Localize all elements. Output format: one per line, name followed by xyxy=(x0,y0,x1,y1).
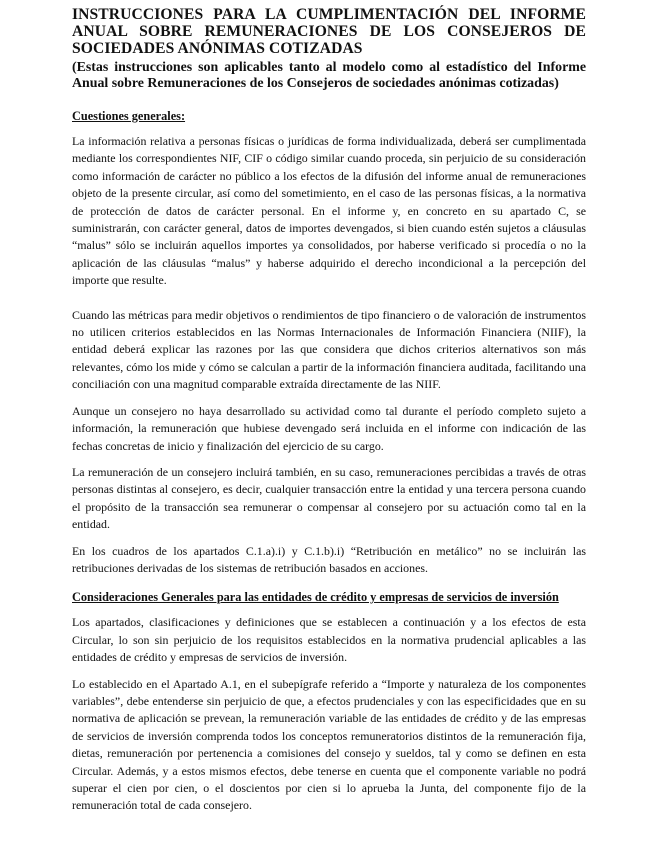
section-heading-general-questions: Cuestiones generales: xyxy=(72,109,186,123)
paragraph-cash-retribution: En los cuadros de los apartados C.1.a).i) y C.1.b).i) “Retribución en metálico” no se incluirán las retribuciones derivadas de los sistemas de retribución basados en acciones. xyxy=(72,543,586,575)
document-subtitle: (Estas instrucciones son aplicables tanto al modelo como al estadístico del Informe Anual sobre Remuneraciones de los Consejeros de sociedades anónimas cotizadas) xyxy=(72,60,586,91)
section-general-questions xyxy=(72,109,586,577)
paragraph-financial-metrics: Cuando las métricas para medir objetivos o rendimientos de tipo financiero o de valoración de instrumentos no utilicen criterios establecidos en las Normas Internacionales de Información Financiera (NIIF), la entidad deberá explicar las razones por las que considera que dichos criterios alternativos son más relevantes, cómo los mide y cómo se calculan a partir de la información financiera auditada, facilitando una conciliación con una magnitud comparable extraída directamente de las NIIF. xyxy=(72,307,586,392)
paragraph-variable-components: Lo establecido en el Apartado A.1, en el subepígrafe referido a “Importe y naturaleza de los componentes variables”, debe entenderse sin perjuicio de que, a efectos prudenciales y con las especificidades que en su normativa de aplicación se prevean, la remuneración variable de las entidades de crédito y de las empresas de servicios de inversión comprenda todos los conceptos remuneratorios distintos de la remuneración fija, dietas, remuneración por pertenencia a comisiones del consejo y sueldos, tal y como se definen en esta Circular. Además, y a estos mismos efectos, debe tenerse en cuenta que el componente variable no podrá superar el cien por cien, o el doscientos por cien si lo aprueba la Junta, del componente fijo de la remuneración total de cada consejero. xyxy=(72,676,586,813)
paragraph-prudential-requirements: Los apartados, clasificaciones y definiciones que se establecen a continuación y a los efectos de esta Circular, lo son sin perjuicio de los requisitos establecidos en la normativa prudencial aplicables a las entidades de crédito y empresas de servicios de inversión. xyxy=(72,615,586,665)
section-credit-entities xyxy=(72,590,586,814)
document-title: INSTRUCCIONES PARA LA CUMPLIMENTACIÓN DEL INFORME ANUAL SOBRE REMUNERACIONES DE LOS CONSEJEROS DE SOCIEDADES ANÓNIMAS COTIZADAS xyxy=(72,6,586,57)
paragraph-partial-period: Aunque un consejero no haya desarrollado su actividad como tal durante el período completo sujeto a información, la remuneración que hubiese devengado será incluida en el informe con indicación de las fechas concretas de inicio y finalización del ejercicio de su cargo. xyxy=(72,403,586,453)
document-page xyxy=(72,6,586,824)
paragraph-third-party-remuneration: La remuneración de un consejero incluirá también, en su caso, remuneraciones percibidas a través de otras personas distintas al consejero, es decir, cualquier transacción entre la entidad y una tercera persona cuando el propósito de la transacción sea remunerar o compensar al consejero por su actuación como tal en la entidad. xyxy=(72,464,586,532)
section-heading-credit-entities: Consideraciones Generales para las entidades de crédito y empresas de servicios de inversión xyxy=(72,590,559,605)
paragraph-personal-data: La información relativa a personas físicas o jurídicas de forma individualizada, deberá ser cumplimentada mediante los correspondientes NIF, CIF o código similar cuando proceda, sin perjuicio de su consideración como información de carácter no público a los efectos de la difusión del informe anual de remuneraciones objeto de la presente circular, así como del sometimiento, en el caso de las personas físicas, a la normativa de protección de datos de carácter personal. En el informe y, en concreto en su apartado C, se suministrarán, con carácter general, datos de importes devengados, si bien cuando estén sujetos a cláusulas “malus” sólo se incluirán aquellos importes ya consolidados, por haberse verificado si procedía o no la aplicación de las cláusulas “malus” y haberse adquirido el derecho incondicional a la percepción del importe que resulte. xyxy=(72,134,586,288)
